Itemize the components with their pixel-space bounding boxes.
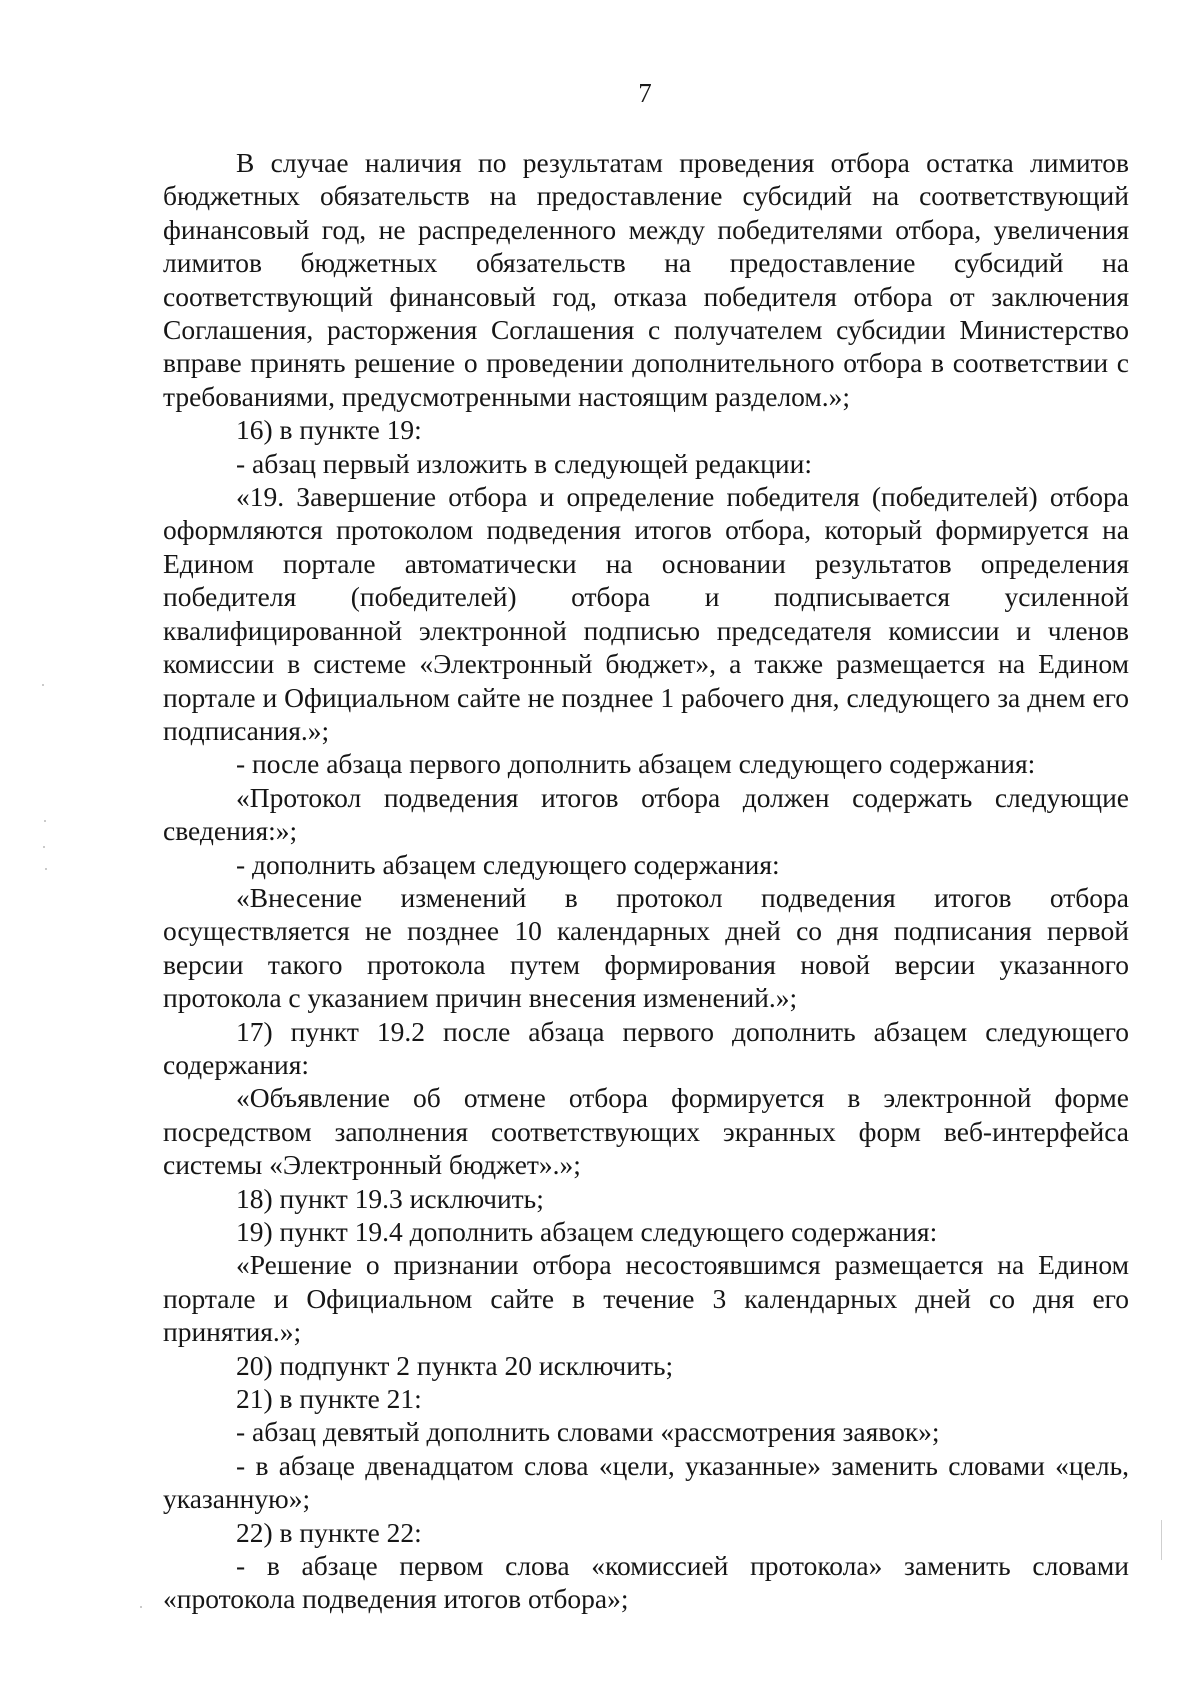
paragraph-add-abzac: - дополнить абзацем следующего содержания:	[236, 848, 780, 880]
paragraph-item-22: 22) в пункте 22:	[236, 1516, 422, 1548]
paragraph-item-18: 18) пункт 19.3 исключить;	[236, 1182, 544, 1214]
paragraph-remaining-limits: В случае наличия по результатам проведения отбора остатка лимитов бюджетных обязательств на предоставление субсидий на соответствующий финансовый год, не распределенного между победителями отбора, увеличения лимитов бюджетных обязательств на предоставление субсидий на соответствующий финансовый год, отказа победителя отбора от заключения Соглашения, расторжения Соглашения с получателем субсидии Министерство вправе принять решение о проведении дополнительного отбора в соответствии с требованиями, предусмотренными настоящим разделом.»;	[163, 147, 1129, 412]
paragraph-item-16: 16) в пункте 19:	[236, 414, 422, 446]
paragraph-item-21-twelfth-abzac: - в абзаце двенадцатом слова «цели, указанные» заменить словами «цель, указанную»;	[163, 1449, 1129, 1515]
paragraph-item-16-first-abzac: - абзац первый изложить в следующей редакции:	[236, 447, 812, 479]
document-body	[163, 146, 1129, 1616]
page-number: 7	[638, 78, 652, 108]
scan-artifact	[44, 820, 46, 822]
paragraph-protocol-content: «Протокол подведения итогов отбора должен содержать следующие сведения:»;	[163, 781, 1129, 847]
scan-artifact	[1161, 1520, 1162, 1560]
paragraph-item-21-ninth-abzac: - абзац девятый дополнить словами «рассмотрения заявок»;	[236, 1416, 940, 1448]
scan-artifact	[43, 846, 45, 848]
paragraph-cancellation-notice: «Объявление об отмене отбора формируется в электронной форме посредством заполнения соответствующих экранных форм веб-интерфейса системы «Электронный бюджет».»;	[163, 1082, 1129, 1181]
scan-artifact	[45, 868, 47, 870]
paragraph-protocol-changes: «Внесение изменений в протокол подведения итогов отбора осуществляется не позднее 10 календарных дней со дня подписания первой версии такого протокола путем формирования новой версии указанного протокола с указанием причин внесения изменений.»;	[163, 881, 1129, 1014]
paragraph-item-21: 21) в пункте 21:	[236, 1383, 422, 1415]
paragraph-item-22-first-abzac: - в абзаце первом слова «комиссией протокола» заменить словами «протокола подведения итогов отбора»;	[163, 1550, 1129, 1615]
paragraph-clause-19-text: «19. Завершение отбора и определение победителя (победителей) отбора оформляются протоколом подведения итогов отбора, который формируется на Едином портале автоматически на основании результатов определения победителя (победителей) отбора и подписывается усиленной квалифицированной электронной подписью председателя комиссии и членов комиссии в системе «Электронный бюджет», а также размещается на Едином портале и Официальном сайте не позднее 1 рабочего дня, следующего за днем его подписания.»;	[163, 481, 1129, 746]
scan-artifact	[140, 1606, 142, 1608]
scan-artifact	[42, 684, 44, 686]
paragraph-item-20: 20) подпункт 2 пункта 20 исключить;	[236, 1349, 674, 1381]
paragraph-item-19: 19) пункт 19.4 дополнить абзацем следующего содержания:	[236, 1216, 938, 1247]
paragraph-item-17: 17) пункт 19.2 после абзаца первого дополнить абзацем следующего содержания:	[163, 1015, 1129, 1080]
paragraph-after-first-abzac: - после абзаца первого дополнить абзацем следующего содержания:	[236, 748, 1036, 780]
paragraph-failed-selection: «Решение о признании отбора несостоявшимся размещается на Едином портале и Официальном сайте в течение 3 календарных дней со дня его принятия.»;	[163, 1249, 1129, 1348]
